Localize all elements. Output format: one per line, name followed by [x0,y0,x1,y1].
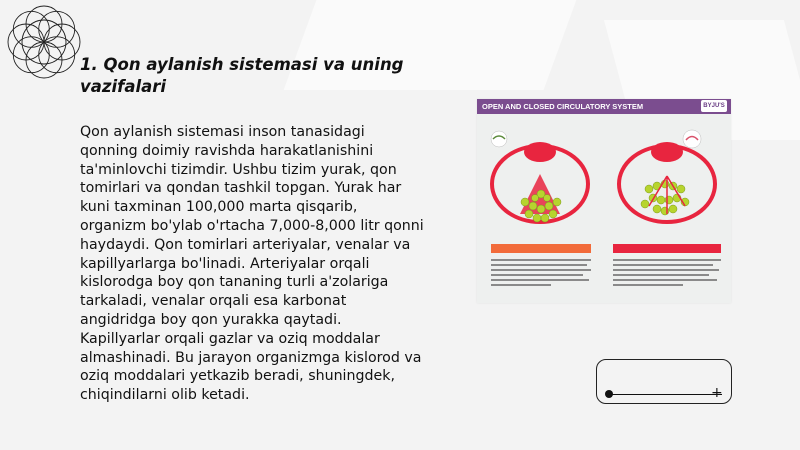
slider-handle[interactable] [605,390,613,398]
brand-logo: BYJU'S [701,100,727,112]
slide-title: 1. Qon aylanish sistemasi va uning vazifalari [80,55,404,96]
slider-track[interactable] [610,394,722,395]
circulatory-system-diagram [477,99,731,303]
diagram-artwork [477,114,731,303]
ornament-icon [4,2,84,82]
slide-body-text: Qon aylanish sistemasi inson tanasidagi qonning doimiy ravishda harakatlanishini ta'minlovchi tizimdir. Ushbu tizim yurak, qon tomirlari va qondan tashkil topgan. Yurak har kuni taxminan 100,000 marta qisqarib, organizm bo'ylab o'rtacha 7,000-8,000 litr qonni haydaydi. Qon tomirlari arteriyalar, venalar va kapillyarlarga bo'linadi. Arteriyalar orqali kislorodga boy qon tananing turli a'zolariga tarkaladi, venalar orqali esa karbonat angidridga boy qon yurakka qaytadi. Kapillyarlar orqali gazlar va oziq moddalar almashinadi. Bu jarayon organizmga kislorod va oziq moddalari yetkazib beradi, shuningdek, chiqindilarni olib ketadi. [80,124,424,404]
closed-system-illustration [613,130,721,286]
media-slider-control[interactable] [596,359,732,404]
plus-icon[interactable]: + [711,385,723,401]
open-system-illustration [491,131,591,286]
diagram-header [477,99,731,114]
diagram-title: OPEN AND CLOSED CIRCULATORY SYSTEM [482,102,644,111]
